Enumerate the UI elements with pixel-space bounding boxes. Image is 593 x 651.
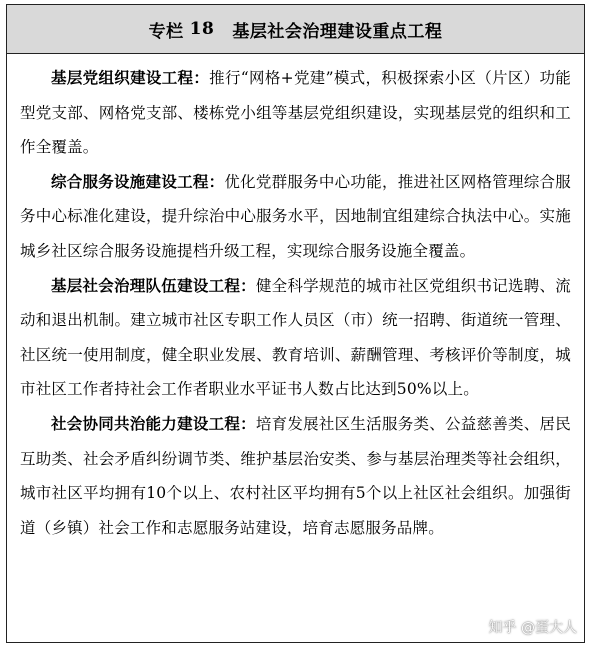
paragraph-service-facilities xyxy=(20,165,571,269)
paragraph-text: 健全科学规范的城市社区党组织书记选聘、流动和退出机制。建立城市社区专职工作人员区（市）统一招聘、街道统一管理、社区统一使用制度，健全职业发展、教育培训、薪酬管理、考核评价等制度，城市社区工作者持社会工作者职业水平证书人数占比达到50%以上。 xyxy=(20,276,571,399)
paragraph-governance-team xyxy=(20,269,571,407)
paragraph-lead: 基层党组织建设工程： xyxy=(51,68,210,87)
paragraph-text: 优化党群服务中心功能，推进社区网格管理综合服务中心标准化建设，提升综治中心服务水平，因地制宜组建综合执法中心。实施城乡社区综合服务设施提档升级工程，实现综合服务设施全覆盖。 xyxy=(20,172,572,260)
paragraph-party-organization xyxy=(20,61,571,165)
feature-box xyxy=(6,4,585,643)
paragraph-text: 培育发展社区生活服务类、公益慈善类、居民互助类、社会矛盾纠纷调节类、维护基层治安类、参与基层治理类等社会组织，城市社区平均拥有10个以上、农村社区平均拥有5个以上社区社会组织。加强街道（乡镇）社会工作和志愿服务站建设，培育志愿服务品牌。 xyxy=(20,414,571,537)
zhihu-watermark: 知乎 @蛋大人 xyxy=(488,620,577,636)
header-number: 18 xyxy=(189,19,215,39)
header-prefix: 专栏 xyxy=(148,21,184,42)
box-header xyxy=(7,5,584,54)
paragraph-social-collaboration xyxy=(20,407,571,545)
paragraph-lead: 综合服务设施建设工程： xyxy=(51,171,225,191)
paragraph-text: 推行“网格+党建”模式，积极探索小区（片区）功能型党支部、网格党支部、楼栋党小组等基层党组织建设，实现基层党的组织和工作全覆盖。 xyxy=(20,69,571,157)
paragraph-lead: 基层社会治理队伍建设工程： xyxy=(51,275,256,295)
paragraph-lead: 社会协同共治能力建设工程： xyxy=(51,413,256,433)
header-title: 基层社会治理建设重点工程 xyxy=(232,21,443,42)
box-body xyxy=(7,54,584,545)
